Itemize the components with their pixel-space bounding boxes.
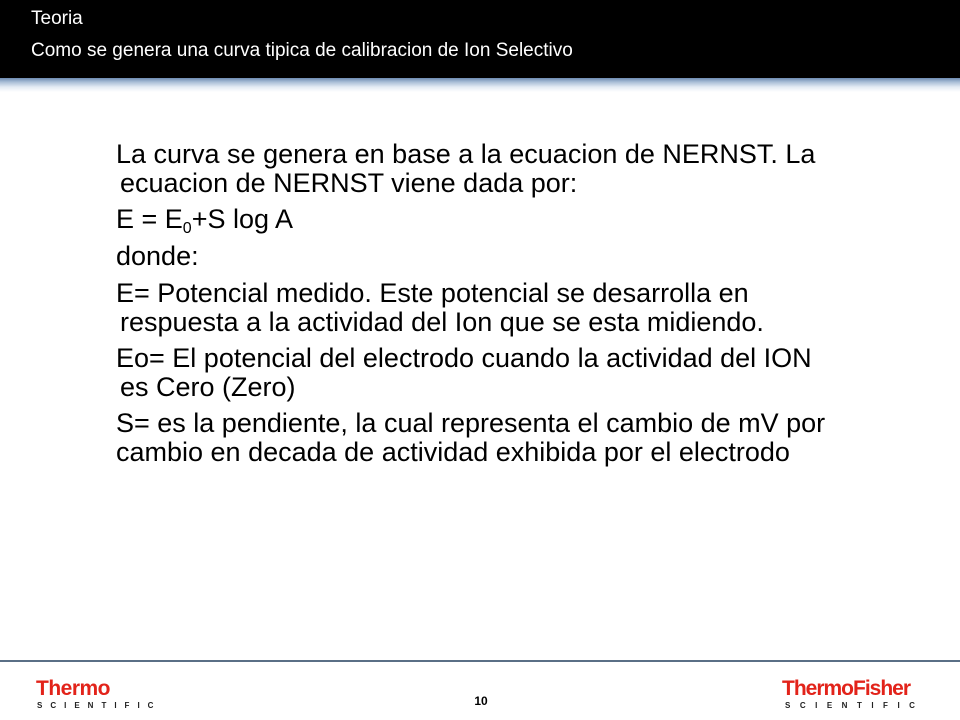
paragraph-donde: donde: bbox=[116, 241, 199, 271]
eo-definition-line1: Eo= El potencial del electrodo cuando la actividad del ION bbox=[116, 343, 812, 373]
thermofisher-scientific-logo bbox=[782, 677, 925, 710]
e-definition-line2: respuesta a la actividad del Ion que se esta midiendo. bbox=[120, 307, 764, 337]
paragraph-eo-definition bbox=[112, 344, 942, 402]
paragraph-intro bbox=[112, 140, 942, 198]
thermofisher-logo-sub: SCIENTIFIC bbox=[785, 701, 925, 710]
paragraph-intro-line2: ecuacion de NERNST viene dada por: bbox=[120, 168, 578, 198]
slide-body bbox=[112, 140, 942, 474]
equation-suffix: +S log A bbox=[191, 204, 294, 234]
paragraph-s-definition bbox=[112, 409, 942, 467]
e-definition-line1: E= Potencial medido. Este potencial se desarrolla en bbox=[116, 278, 749, 308]
nernst-equation bbox=[112, 204, 942, 237]
paragraph-e-definition bbox=[112, 279, 942, 337]
equation-prefix: E = E bbox=[116, 204, 183, 234]
slide-header bbox=[0, 0, 960, 78]
page-number: 10 bbox=[474, 694, 488, 708]
thermofisher-logo-word: ThermoFisher bbox=[782, 677, 911, 700]
thermo-logo-sub: SCIENTIFIC bbox=[37, 701, 162, 710]
equation-subscript: 0 bbox=[182, 220, 192, 237]
thermo-scientific-logo bbox=[36, 677, 162, 710]
header-gradient-rule bbox=[0, 78, 960, 92]
eo-definition-line2: es Cero (Zero) bbox=[120, 372, 296, 402]
s-definition-line1: S= es la pendiente, la cual representa el cambio de mV por bbox=[116, 408, 826, 438]
slide-subtitle: Como se genera una curva tipica de calibracion de Ion Selectivo bbox=[31, 40, 573, 61]
s-definition-line2: cambio en decada de actividad exhibida por el electrodo bbox=[116, 437, 790, 467]
paragraph-intro-line1: La curva se genera en base a la ecuacion de NERNST. La bbox=[116, 139, 816, 169]
slide-title: Teoria bbox=[31, 8, 83, 29]
thermo-logo-word: Thermo bbox=[36, 677, 111, 700]
footer-rule bbox=[0, 660, 960, 662]
